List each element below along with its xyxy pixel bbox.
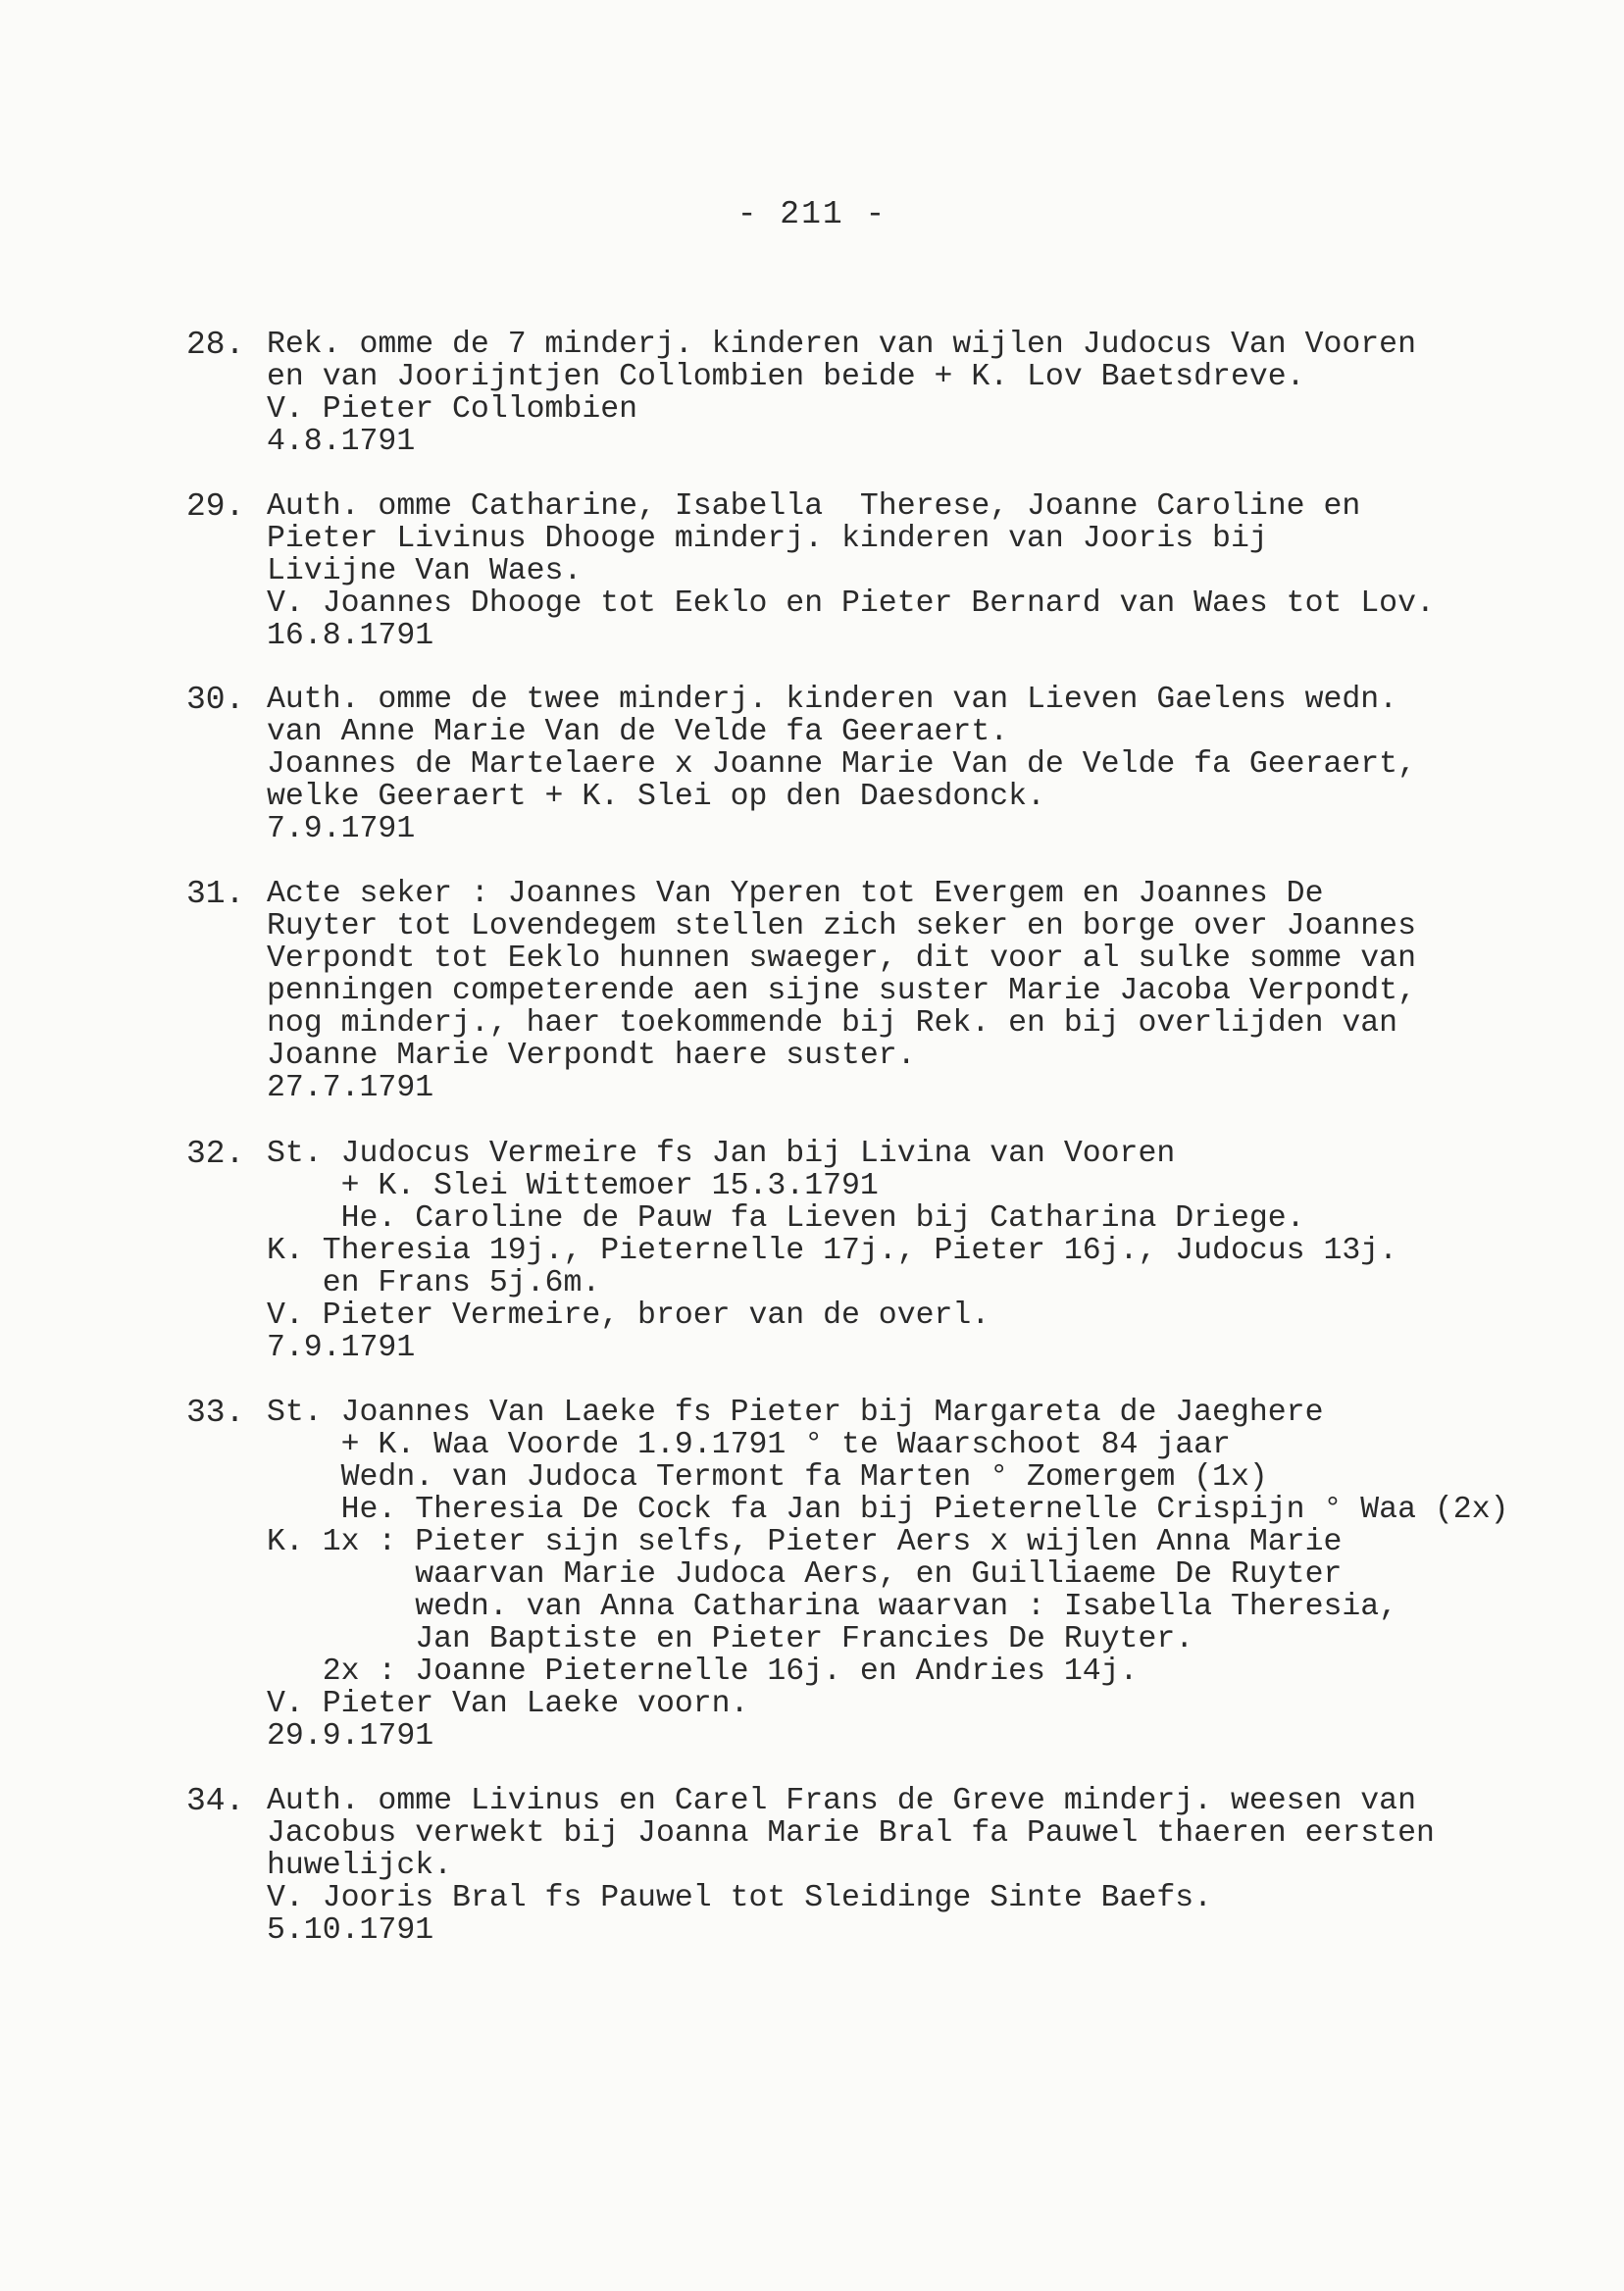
entry-line: St. Joannes Van Laeke fs Pieter bij Margareta de Jaeghere — [267, 1396, 1324, 1430]
entry-line: wedn. van Anna Catharina waarvan : Isabella Theresia, — [267, 1590, 1398, 1624]
entry-line: V. Jooris Bral fs Pauwel tot Sleidinge Sinte Baefs. — [267, 1881, 1213, 1915]
entry-line: Auth. omme Catharine, Isabella Therese, Joanne Caroline en — [267, 489, 1361, 524]
entry-line: Pieter Livinus Dhooge minderj. kinderen van Jooris bij — [267, 522, 1268, 556]
entry-line: Acte seker : Joannes Van Yperen tot Evergem en Joannes De — [267, 877, 1324, 911]
entry-line: Verpondt tot Eeklo hunnen swaeger, dit voor al sulke somme van — [267, 942, 1416, 976]
entry-text — [267, 329, 1610, 458]
entry-line: Auth. omme de twee minderj. kinderen van Lieven Gaelens wedn. — [267, 683, 1398, 717]
entry-number: 28. — [186, 327, 245, 363]
entry-line: Ruyter tot Lovendegem stellen zich seker en borge over Joannes — [267, 909, 1416, 943]
entry-line: Wedn. van Judoca Termont fa Marten ° Zomergem (1x) — [267, 1460, 1268, 1495]
entry-number: 29. — [186, 488, 245, 525]
entry-line: + K. Slei Wittemoer 15.3.1791 — [267, 1169, 879, 1203]
entry-line: K. Theresia 19j., Pieternelle 17j., Pieter 16j., Judocus 13j. — [267, 1234, 1398, 1268]
entry-line: 29.9.1791 — [267, 1719, 434, 1754]
entry-number: 31. — [186, 876, 245, 912]
entry-line: 16.8.1791 — [267, 619, 434, 653]
entry-line: St. Judocus Vermeire fs Jan bij Livina van Vooren — [267, 1137, 1176, 1171]
entry-line: K. 1x : Pieter sijn selfs, Pieter Aers x wijlen Anna Marie — [267, 1525, 1343, 1559]
entry-line: He. Theresia De Cock fa Jan bij Pieternelle Crispijn ° Waa (2x) — [267, 1493, 1509, 1527]
entry-line: welke Geeraert + K. Slei op den Daesdonck. — [267, 780, 1045, 814]
entry-line: V. Pieter Van Laeke voorn. — [267, 1687, 749, 1721]
entry-number: 34. — [186, 1783, 245, 1819]
entry-line: en Frans 5j.6m. — [267, 1266, 601, 1300]
entry-number: 30. — [186, 682, 245, 718]
entry-line: en van Joorijntjen Collombien beide + K. Lov Baetsdreve. — [267, 360, 1305, 394]
entry-line: Livijne Van Waes. — [267, 554, 583, 588]
entry-text — [267, 1397, 1610, 1753]
entry-text — [267, 878, 1610, 1104]
entry-text — [267, 1785, 1610, 1947]
entry-line: V. Pieter Collombien — [267, 392, 638, 427]
entry-line: van Anne Marie Van de Velde fa Geeraert. — [267, 715, 1009, 749]
entry-line: 4.8.1791 — [267, 425, 416, 459]
entry-line: nog minderj., haer toekommende bij Rek. en bij overlijden van — [267, 1006, 1398, 1041]
entry-line: 27.7.1791 — [267, 1071, 434, 1105]
entry-line: 2x : Joanne Pieternelle 16j. en Andries 14j. — [267, 1655, 1139, 1689]
page-number: - 211 - — [736, 196, 888, 232]
entry-line: Joanne Marie Verpondt haere suster. — [267, 1039, 916, 1073]
entry-number: 32. — [186, 1136, 245, 1172]
entry-text — [267, 490, 1610, 652]
entry-line: Joannes de Martelaere x Joanne Marie Van de Velde fa Geeraert, — [267, 747, 1416, 782]
entry-line: Jan Baptiste en Pieter Francies De Ruyter. — [267, 1622, 1194, 1656]
entry-text — [267, 684, 1610, 845]
entry-line: V. Joannes Dhooge tot Eeklo en Pieter Bernard van Waes tot Lov. — [267, 586, 1435, 621]
entry-line: penningen competerende aen sijne suster Marie Jacoba Verpondt, — [267, 974, 1416, 1008]
entry-line: Jacobus verwekt bij Joanna Marie Bral fa Pauwel thaeren eersten — [267, 1816, 1435, 1851]
entry-line: Auth. omme Livinus en Carel Frans de Greve minderj. weesen van — [267, 1784, 1416, 1818]
entry-line: 7.9.1791 — [267, 812, 416, 846]
entry-line: 5.10.1791 — [267, 1913, 434, 1948]
entry-line: waarvan Marie Judoca Aers, en Guilliaeme De Ruyter — [267, 1557, 1343, 1592]
entry-line: V. Pieter Vermeire, broer van de overl. — [267, 1298, 990, 1333]
entry-text — [267, 1138, 1610, 1364]
entry-line: Rek. omme de 7 minderj. kinderen van wijlen Judocus Van Vooren — [267, 328, 1416, 362]
entry-line: He. Caroline de Pauw fa Lieven bij Catharina Driege. — [267, 1201, 1305, 1236]
entry-line: 7.9.1791 — [267, 1331, 416, 1365]
entry-line: + K. Waa Voorde 1.9.1791 ° te Waarschoot 84 jaar — [267, 1428, 1231, 1462]
entry-line: huwelijck. — [267, 1849, 453, 1883]
entry-number: 33. — [186, 1395, 245, 1431]
